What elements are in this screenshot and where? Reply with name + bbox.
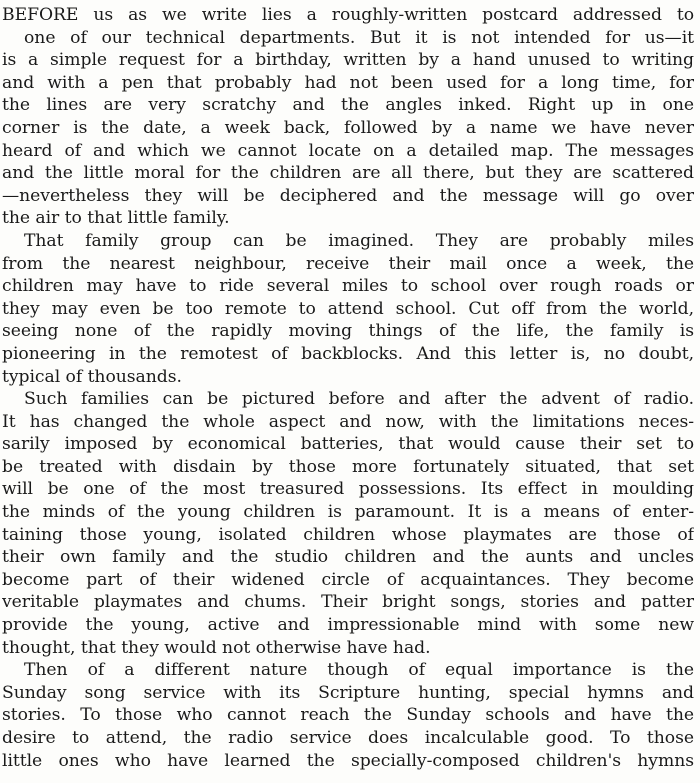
text-line: is a simple request for a birthday, written by a hand unused to writing bbox=[2, 50, 694, 71]
text-line: Then of a different nature though of equal importance is the bbox=[24, 660, 694, 681]
text-line: the lines are very scratchy and the angles inked. Right up in one bbox=[2, 95, 694, 116]
text-line: will be one of the most treasured possessions. Its effect in moulding bbox=[2, 479, 694, 500]
text-line: they may even be too remote to attend school. Cut off from the world, bbox=[2, 298, 694, 319]
text-line: stories. To those who cannot reach the Sunday schools and have the bbox=[2, 705, 694, 726]
text-line: sarily imposed by economical batteries, that would cause their set to bbox=[2, 434, 694, 455]
paragraph-1 bbox=[2, 4, 694, 230]
text-line: It has changed the whole aspect and now, with the limitations neces- bbox=[2, 411, 694, 432]
text-line: taining those young, isolated children whose playmates are those of bbox=[2, 524, 694, 545]
text-line: their own family and the studio children and the aunts and uncles bbox=[2, 547, 694, 568]
text-line: and the little moral for the children are all there, but they are scattered bbox=[2, 163, 694, 184]
text-line: veritable playmates and chums. Their bright songs, stories and patter bbox=[2, 592, 694, 613]
text-line: the air to that little family. bbox=[2, 208, 230, 229]
paragraph-2 bbox=[2, 230, 694, 388]
text-line: Sunday song service with its Scripture hunting, special hymns and bbox=[2, 682, 694, 703]
text-line: the minds of the young children is paramount. It is a means of enter- bbox=[2, 502, 694, 523]
text-line: from the nearest neighbour, receive their mail once a week, the bbox=[2, 253, 694, 274]
paragraph-4 bbox=[2, 659, 694, 772]
text-line: be treated with disdain by those more fortunately situated, that set bbox=[2, 456, 694, 477]
text-line: one of our technical departments. But it is not intended for us—it bbox=[24, 27, 694, 48]
text-line: children may have to ride several miles to school over rough roads or bbox=[2, 276, 694, 297]
text-line: typical of thousands. bbox=[2, 366, 182, 387]
text-line: That family group can be imagined. They are probably miles bbox=[24, 230, 694, 251]
paragraph-3 bbox=[2, 388, 694, 659]
article-body bbox=[2, 4, 694, 772]
text-line: corner is the date, a week back, followed by a name we have never bbox=[2, 117, 694, 138]
text-line: Such families can be pictured before and after the advent of radio. bbox=[24, 389, 694, 410]
text-line: thought, that they would not otherwise have had. bbox=[2, 637, 431, 658]
text-line: heard of and which we cannot locate on a detailed map. The messages bbox=[2, 140, 694, 161]
text-line: and with a pen that probably had not been used for a long time, for bbox=[2, 72, 694, 93]
text-line: little ones who have learned the specially-composed children's hymns bbox=[2, 750, 694, 771]
text-line: desire to attend, the radio service does incalculable good. To those bbox=[2, 728, 694, 748]
text-line: provide the young, active and impressionable mind with some new bbox=[2, 615, 694, 636]
text-line: —nevertheless they will be deciphered and the message will go over bbox=[2, 185, 694, 206]
text-line: seeing none of the rapidly moving things of the life, the family is bbox=[2, 321, 694, 342]
text-line: pioneering in the remotest of backblocks. And this letter is, no doubt, bbox=[2, 343, 694, 364]
text-line: become part of their widened circle of acquaintances. They become bbox=[2, 569, 694, 590]
text-line: BEFORE us as we write lies a roughly-written postcard addressed to bbox=[2, 5, 694, 25]
